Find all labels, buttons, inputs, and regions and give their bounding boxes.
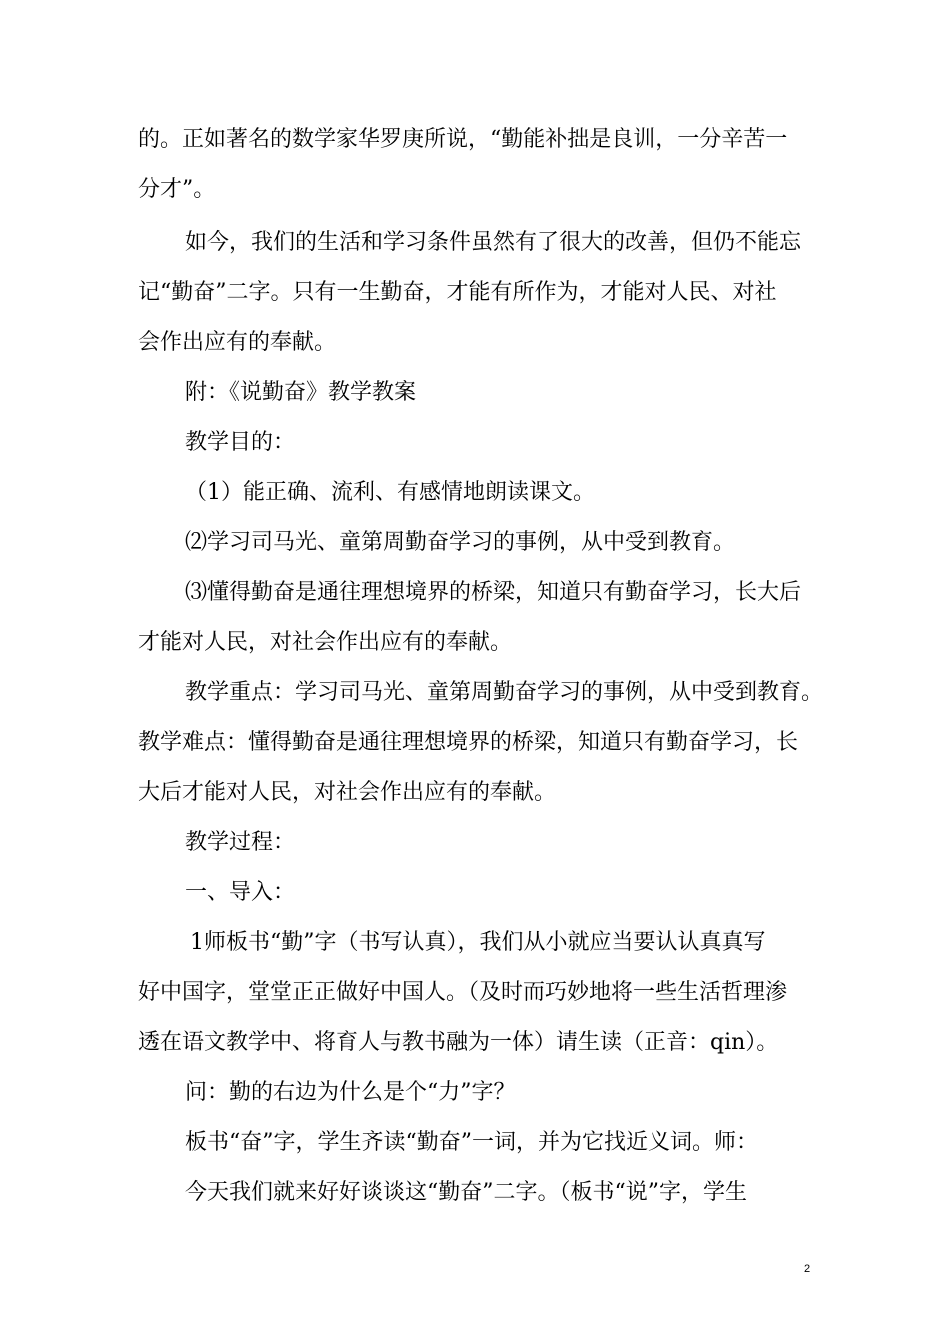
text-line: 好中国字，堂堂正正做好中国人。（及时而巧妙地将一些生活哲理渗 <box>138 980 788 1005</box>
list-item: ⑵学习司马光、童第周勤奋学习的事例，从中受到教育。 <box>185 530 736 555</box>
text-line: 教学难点：懂得勤奋是通往理想境界的桥梁，知道只有勤奋学习，长 <box>138 730 799 755</box>
text-line: 1师板书“勤”字（书写认真），我们从小就应当要认认真真写 <box>190 930 766 955</box>
page-number: 2 <box>804 1263 811 1275</box>
list-item: （1）能正确、流利、有感情地朗读课文。 <box>185 480 595 505</box>
text-line: 的。正如著名的数学家华罗庚所说，“勤能补拙是良训，一分辛苦一 <box>138 127 788 152</box>
text-line: 板书“奋”字，学生齐读“勤奋”一词，并为它找近义词。师： <box>185 1130 758 1155</box>
text-line: 记“勤奋”二字。只有一生勤奋，才能有所作为，才能对人民、对社 <box>138 280 777 305</box>
section-heading: 教学目的： <box>185 430 296 455</box>
text-line: 大后才能对人民，对社会作出应有的奉献。 <box>138 780 557 805</box>
text-line: 教学重点：学习司马光、童第周勤奋学习的事例，从中受到教育。 <box>185 680 824 705</box>
list-item: ⑶懂得勤奋是通往理想境界的桥梁，知道只有勤奋学习，长大后 <box>185 580 802 605</box>
section-heading: 一、导入： <box>185 880 296 905</box>
text-line: 才能对人民，对社会作出应有的奉献。 <box>138 630 513 655</box>
section-heading: 教学过程： <box>185 830 296 855</box>
text-line: 问：勤的右边为什么是个“力”字？ <box>185 1080 516 1105</box>
section-heading: 附：《说勤奋》教学教案 <box>185 380 417 405</box>
text-line: 透在语文教学中、将育人与教书融为一体）请生读（正音：qin）。 <box>138 1030 779 1055</box>
text-line: 会作出应有的奉献。 <box>138 330 337 355</box>
text-line: 如今，我们的生活和学习条件虽然有了很大的改善，但仍不能忘 <box>185 230 802 255</box>
text-line: 分才”。 <box>138 177 216 202</box>
text-line: 今天我们就来好好谈谈这“勤奋”二字。（板书“说”字，学生 <box>185 1180 747 1205</box>
